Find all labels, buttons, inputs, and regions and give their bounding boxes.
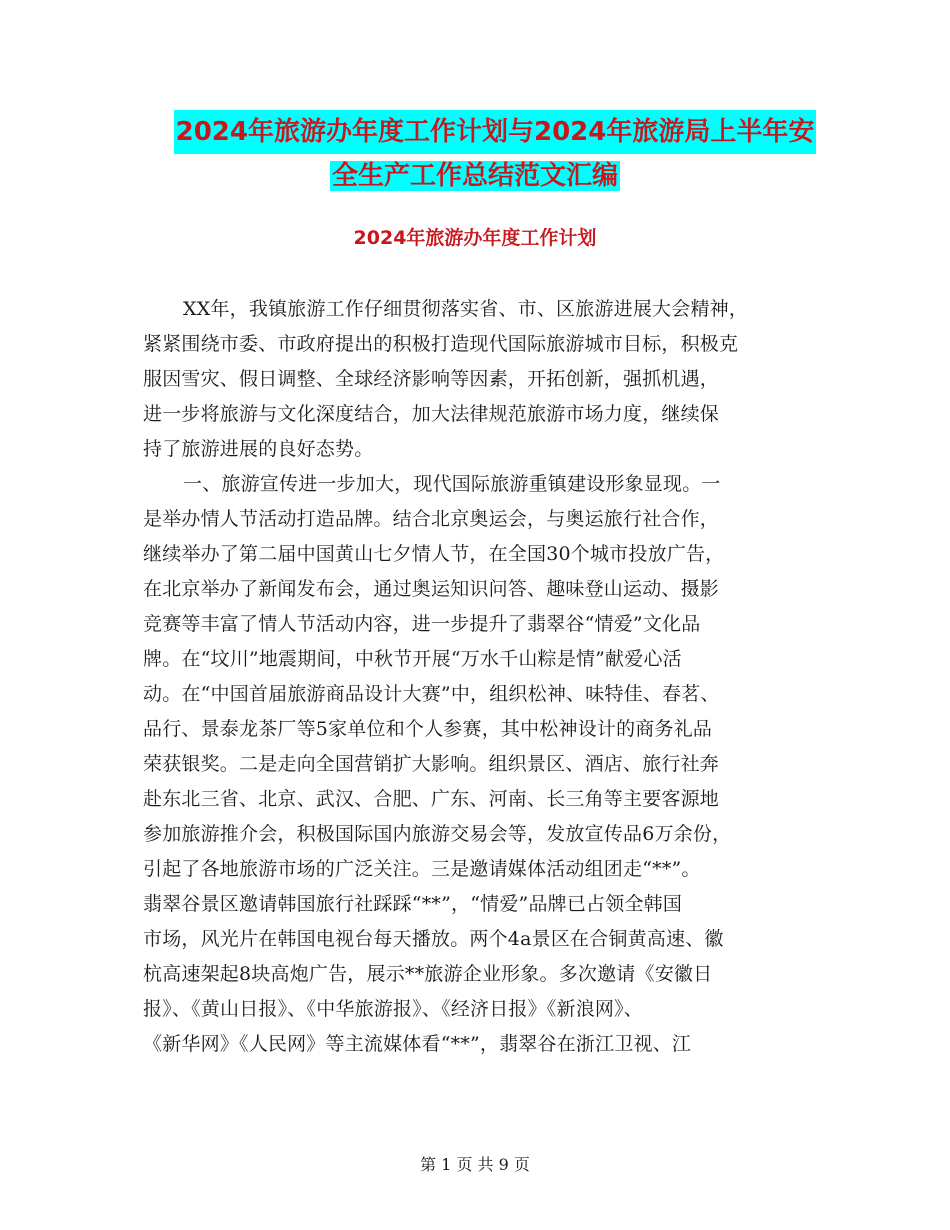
text-line: 牌。在“坟川”地震期间，中秋节开展“万水千山粽是情”献爱心活	[143, 648, 682, 670]
text-line: 动。在“中国首届旅游商品设计大赛”中，组织松神、味特佳、春茗、	[143, 683, 720, 705]
text-line: 一、旅游宣传进一步加大，现代国际旅游重镇建设形象显现。一	[183, 473, 721, 495]
text-line: XX年，我镇旅游工作仔细贯彻落实省、市、区旅游进展大会精神，	[183, 298, 749, 320]
text-line: 市场，风光片在韩国电视台每天播放。两个4a景区在合铜黄高速、徽	[143, 928, 724, 950]
text-line: 服因雪灾、假日调整、全球经济影响等因素，开拓创新，强抓机遇，	[143, 368, 720, 390]
section-title: 2024年旅游办年度工作计划	[353, 227, 597, 249]
body-text	[143, 292, 803, 1062]
paragraph-1	[143, 292, 803, 467]
text-line: 引起了各地旅游市场的广泛关注。三是邀请媒体活动组团走“**”。	[143, 858, 701, 880]
text-line: 在北京举办了新闻发布会，通过奥运知识问答、趣味登山运动、摄影	[143, 578, 720, 600]
text-line: 《新华网》《人民网》等主流媒体看“**”，翡翠谷在浙江卫视、江	[143, 1033, 692, 1055]
text-line: 进一步将旅游与文化深度结合，加大法律规范旅游市场力度，继续保	[143, 403, 720, 425]
text-line: 荣获银奖。二是走向全国营销扩大影响。组织景区、酒店、旅行社奔	[143, 753, 720, 775]
text-line: 翡翠谷景区邀请韩国旅行社踩踩“**”，“情爱”品牌已占领全韩国	[143, 893, 683, 915]
text-line: 竞赛等丰富了情人节活动内容，进一步提升了翡翠谷“情爱”文化品	[143, 613, 701, 635]
text-line: 杭高速架起8块高炮广告，展示**旅游企业形象。多次邀请《安徽日	[143, 963, 713, 985]
text-line: 紧紧围绕市委、市政府提出的积极打造现代国际旅游城市目标，积极克	[143, 333, 739, 355]
title-line-1: 2024年旅游办年度工作计划与2024年旅游局上半年安	[174, 110, 817, 154]
page-footer: 第 1 页 共 9 页	[420, 1155, 530, 1174]
text-line: 是举办情人节活动打造品牌。结合北京奥运会，与奥运旅行社合作，	[143, 508, 720, 530]
document-title	[0, 110, 950, 198]
text-line: 参加旅游推介会，积极国际国内旅游交易会等，发放宣传品6万余份，	[143, 823, 732, 845]
title-line-2: 全生产工作总结范文汇编	[331, 161, 618, 191]
paragraph-2	[143, 467, 803, 1062]
text-line: 品行、景泰龙茶厂等5家单位和个人参赛，其中松神设计的商务礼品	[143, 718, 713, 740]
text-line: 赴东北三省、北京、武汉、合肥、广东、河南、长三角等主要客源地	[143, 788, 720, 810]
text-line: 持了旅游进展的良好态势。	[143, 438, 374, 460]
text-line: 继续举办了第二届中国黄山七夕情人节，在全国30个城市投放广告，	[143, 543, 725, 565]
text-line: 报》、《黄山日报》、《中华旅游报》、《经济日报》《新浪网》、	[143, 998, 644, 1020]
